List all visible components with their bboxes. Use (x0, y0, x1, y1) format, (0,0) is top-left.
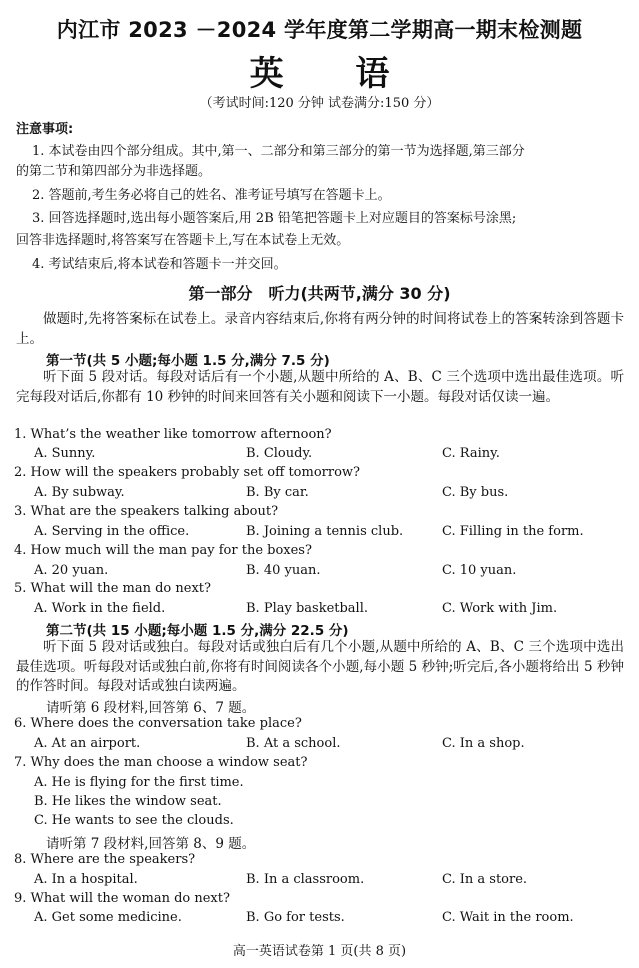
option-3b: B. Joining a tennis club. (246, 524, 404, 539)
option-6c: C. In a shop. (442, 736, 525, 751)
part-one-intro: 做题时,先将答案标在试卷上。录音内容结束后,你将有两分钟的时间将试卷上的答案转涂到答题卡上。 (16, 311, 624, 347)
material-7-instruction: 请听第 7 段材料,回答第 8、9 题。 (46, 836, 256, 852)
question-5: 5. What will the man do next? (14, 581, 211, 596)
option-4c: C. 10 yuan. (442, 563, 517, 578)
section-one-instructions: 听下面 5 段对话。每段对话后有一个小题,从题中所给的 A、B、C 三个选项中选出最佳选项。听完每段对话后,你都有 10 秒钟的时间来回答有关小题和阅读下一小题。每段对话仅读一遍。 (16, 369, 624, 405)
option-3c: C. Filling in the form. (442, 524, 584, 539)
question-8: 8. Where are the speakers? (14, 852, 196, 867)
note-item-2: 2. 答题前,考生务必将自己的姓名、准考证号填写在答题卡上。 (32, 188, 391, 203)
question-6: 6. Where does the conversation take place? (14, 716, 302, 731)
option-4b: B. 40 yuan. (246, 563, 321, 578)
option-9b: B. Go for tests. (246, 910, 345, 925)
question-1: 1. What’s the weather like tomorrow afternoon? (14, 427, 332, 442)
question-7: 7. Why does the man choose a window seat? (14, 755, 308, 770)
section-two-instructions: 听下面 5 段对话或独白。每段对话或独白后有几个小题,从题中所给的 A、B、C 三个选项中选出最佳选项。听每段对话或独白前,你将有时间阅读各个小题,每小题 5 秒钟;听完后,各小题将给出 5 秒钟的作答时间。每段对话或独白读两遍。 (16, 639, 624, 694)
option-2a: A. By subway. (34, 485, 125, 500)
question-4: 4. How much will the man pay for the boxes? (14, 543, 312, 558)
option-3a: A. Serving in the office. (34, 524, 190, 539)
section-one-title: 第一节(共 5 小题;每小题 1.5 分,满分 7.5 分) (46, 353, 330, 369)
option-7c: C. He wants to see the clouds. (34, 813, 234, 828)
notes-heading: 注意事项: (16, 122, 74, 137)
note-item-1-cont: 的第二节和第四部分为非选择题。 (16, 164, 212, 179)
option-8c: C. In a store. (442, 872, 528, 887)
note-item-3-cont: 回答非选择题时,将答案写在答题卡上,写在本试卷上无效。 (16, 233, 350, 248)
note-item-1: 1. 本试卷由四个部分组成。其中,第一、二部分和第三部分的第一节为选择题,第三部分 (32, 144, 525, 159)
exam-title: 内江市 2023 －2024 学年度第二学期高一期末检测题 (56, 18, 583, 42)
question-3: 3. What are the speakers talking about? (14, 504, 279, 519)
option-1c: C. Rainy. (442, 446, 500, 461)
option-5c: C. Work with Jim. (442, 601, 558, 616)
material-6-instruction: 请听第 6 段材料,回答第 6、7 题。 (46, 700, 256, 716)
option-2c: C. By bus. (442, 485, 509, 500)
option-8b: B. In a classroom. (246, 872, 365, 887)
exam-info: （考试时间:120 分钟 试卷满分:150 分） (199, 96, 440, 111)
question-9: 9. What will the woman do next? (14, 891, 230, 906)
option-1b: B. Cloudy. (246, 446, 313, 461)
note-item-4: 4. 考试结束后,将本试卷和答题卡一并交回。 (32, 257, 287, 272)
subject-title: 英 语 (249, 54, 420, 94)
option-1a: A. Sunny. (34, 446, 96, 461)
option-4a: A. 20 yuan. (34, 563, 109, 578)
note-item-3: 3. 回答选择题时,选出每小题答案后,用 2B 铅笔把答题卡上对应题目的答案标号涂黑; (32, 211, 517, 226)
option-7b: B. He likes the window seat. (34, 794, 222, 809)
option-2b: B. By car. (246, 485, 309, 500)
option-6b: B. At a school. (246, 736, 341, 751)
option-9c: C. Wait in the room. (442, 910, 574, 925)
option-5b: B. Play basketball. (246, 601, 369, 616)
section-two-title: 第二节(共 15 小题;每小题 1.5 分,满分 22.5 分) (46, 623, 349, 639)
option-5a: A. Work in the field. (34, 601, 166, 616)
question-2: 2. How will the speakers probably set off tomorrow? (14, 465, 361, 480)
option-7a: A. He is flying for the first time. (34, 775, 244, 790)
part-one-heading: 第一部分 听力(共两节,满分 30 分) (188, 284, 451, 303)
option-8a: A. In a hospital. (34, 872, 138, 887)
page-footer: 高一英语试卷第 1 页(共 8 页) (232, 944, 407, 959)
option-9a: A. Get some medicine. (34, 910, 182, 925)
option-6a: A. At an airport. (34, 736, 141, 751)
